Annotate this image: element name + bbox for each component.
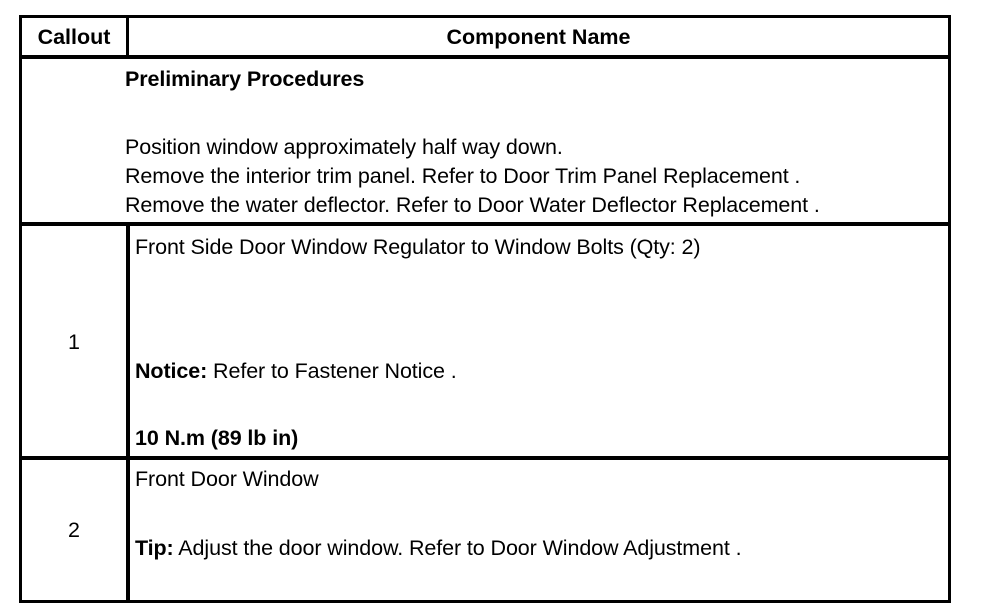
preliminary-bottom-rule <box>19 222 951 226</box>
component-name: Front Door Window <box>135 467 319 491</box>
table-border-left <box>19 15 22 603</box>
tip-label: Tip: <box>135 536 174 560</box>
row-1-bottom-rule <box>19 456 951 460</box>
table-border-top <box>19 15 951 18</box>
preliminary-step: Remove the interior trim panel. Refer to Door Trim Panel Replacement . <box>125 164 801 188</box>
notice-label: Notice: <box>135 359 208 383</box>
preliminary-step: Position window approximately half way down. <box>125 135 563 159</box>
tip-line <box>135 534 741 562</box>
header-component-name: Component Name <box>446 25 631 49</box>
table-border-right <box>948 15 951 603</box>
header-callout: Callout <box>37 25 111 49</box>
rows-column-divider <box>126 222 130 603</box>
torque-spec: 10 N.m (89 lb in) <box>135 426 299 450</box>
callout-number: 1 <box>68 330 80 354</box>
table-border-bottom <box>19 600 951 603</box>
component-name: Front Side Door Window Regulator to Window Bolts (Qty: 2) <box>135 235 701 259</box>
callout-number: 2 <box>68 518 80 542</box>
preliminary-title: Preliminary Procedures <box>125 67 365 91</box>
notice-text: Refer to Fastener Notice . <box>207 359 457 383</box>
notice-line <box>135 357 457 385</box>
header-bottom-rule <box>19 55 951 59</box>
preliminary-step: Remove the water deflector. Refer to Door Water Deflector Replacement . <box>125 193 820 217</box>
tip-text: Adjust the door window. Refer to Door Window Adjustment . <box>173 536 742 560</box>
